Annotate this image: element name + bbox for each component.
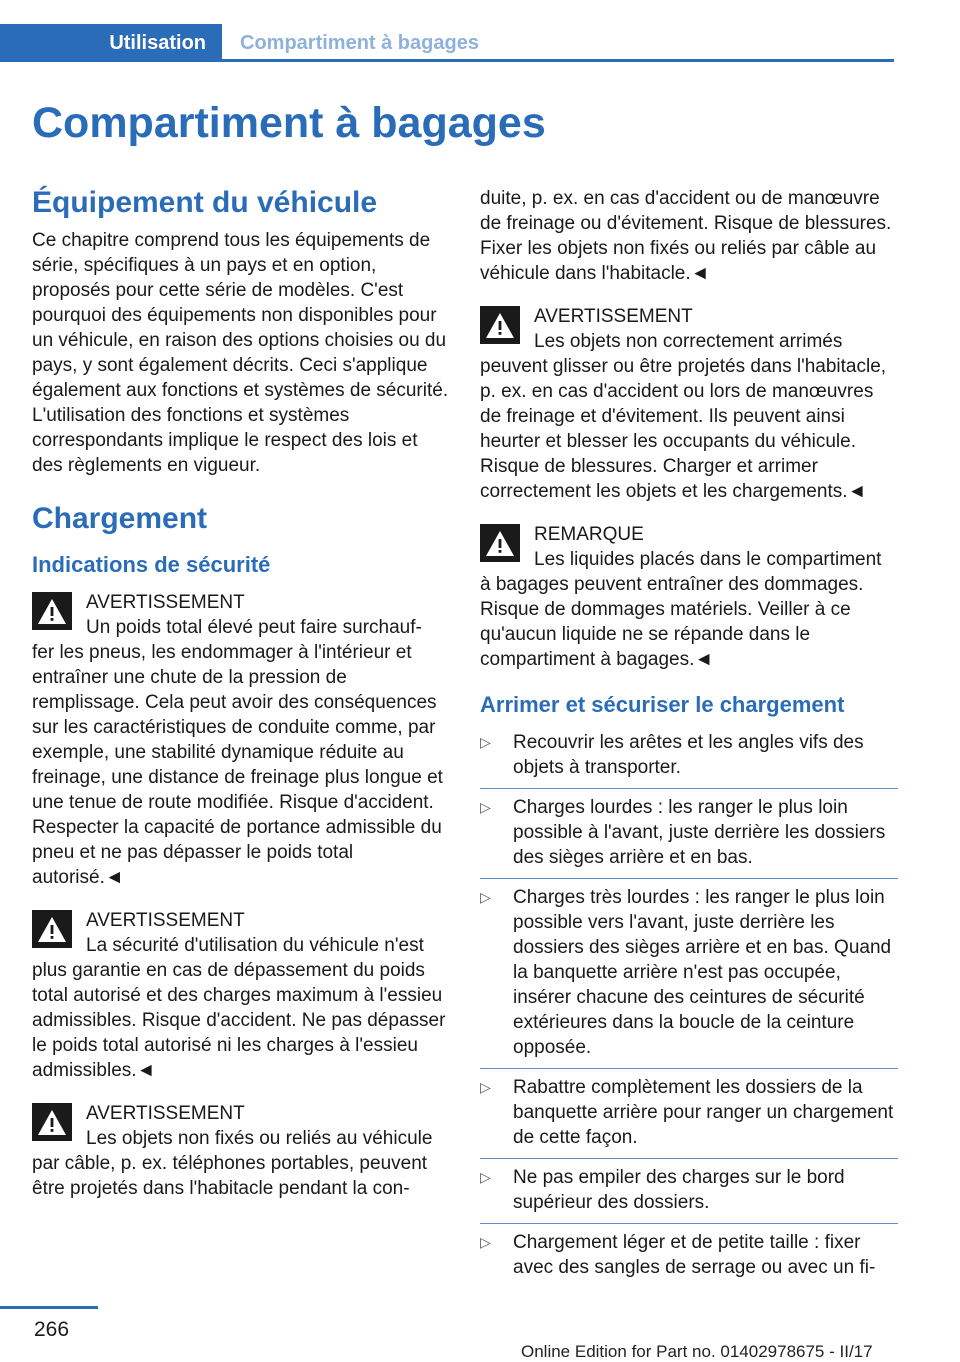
right-column [480, 186, 898, 1280]
header-rule [222, 59, 894, 62]
triangle-bullet-icon: ▷ [480, 1079, 491, 1095]
heading-arrimer: Arrimer et sécuriser le chargement [480, 692, 845, 717]
list-item: ▷ Chargement léger et de petite taille : fixer avec des sangles de serrage ou avec un fi- [480, 1223, 898, 1280]
note-lead: Les liquides placés dans le compartiment [534, 549, 882, 570]
instruction-list [480, 730, 898, 1280]
warning-text: plus garantie en cas de dépassement du poids total autorisé et des charges maximum à l'essieu admissibles. Risque d'accident. Ne pas dépasser le poids total autorisé ni les charges à l'essieu admissibles.◄ [32, 960, 446, 1081]
warning-block [32, 590, 450, 890]
page-number: 266 [34, 1318, 70, 1341]
warning-lead: Les objets non fixés ou reliés au véhicule [86, 1128, 433, 1149]
warning-lead: Un poids total élevé peut faire surchauf- [86, 617, 422, 638]
equipement-body: Ce chapitre comprend tous les équipements de série, spécifiques à un pays et en option, proposés pour cette série de modèles. C'est pourquoi des équipements non disponibles pour un véhicule, en raison des options choisies ou du pays, y sont également décrits. Ceci s'applique également aux fonctions et systèmes de sécurité. L'utilisation des fonctions et systèmes correspondants implique le respect des lois et des règlements en vigueur. [32, 230, 449, 476]
triangle-bullet-icon: ▷ [480, 799, 491, 815]
warning-block [32, 908, 450, 1083]
list-item: ▷ Charges très lourdes : les ranger le plus loin possible vers l'avant, juste derrière les dossiers des sièges arrière et en bas. Quand la banquette arrière n'est pas occupée, insérer chacune des ceintures de sécurité extérieures dans la boucle de la ceinture opposée. [480, 878, 898, 1060]
warning-label: AVERTISSEMENT [86, 592, 245, 613]
triangle-bullet-icon: ▷ [480, 1169, 491, 1185]
heading-equipement: Équipement du véhicule [32, 186, 378, 219]
warning-text: par câble, p. ex. téléphones portables, peuvent être projetés dans l'habitacle pendant la con- [32, 1153, 428, 1199]
warning-triangle-icon [32, 910, 72, 948]
list-item: ▷ Ne pas empiler des charges sur le bord supérieur des dossiers. [480, 1158, 898, 1215]
page-title: Compartiment à bagages [32, 99, 546, 147]
tab-compartiment[interactable]: Compartiment à bagages [240, 32, 479, 54]
warning-block [32, 1101, 450, 1201]
footer-rule [0, 1306, 98, 1309]
warning-text: fer les pneus, les endommager à l'intérieur et entraîner une chute de la pression de remplissage. Cela peut avoir des conséquences sur les caractéristiques de conduite comme, par exemple, une stabilité dynamique réduite au freinage, une distance de freinage plus longue et une tenue de route modifiée. Risque d'accident. Respecter la capacité de portance admissible du pneu et ne pas dépasser le poids total autorisé.◄ [32, 642, 443, 888]
warning-triangle-icon [480, 306, 520, 344]
header-tabs [0, 24, 894, 62]
left-column [32, 184, 450, 1219]
warning-label: AVERTISSEMENT [86, 1103, 245, 1124]
list-item: ▷ Charges lourdes : les ranger le plus loin possible à l'avant, juste derrière les dossiers des sièges arrière et en bas. [480, 788, 898, 870]
warning-text: peuvent glisser ou être projetés dans l'habitacle, p. ex. en cas d'accident ou lors de manœuvres de freinage et d'évitement. Ils peuvent ainsi heurter et blesser les occupants du véhicule. Risque de blessures. Charger et arrimer correctement les objets et les chargements.◄ [480, 356, 887, 502]
warning-lead: Les objets non correctement arrimés [534, 331, 843, 352]
list-item: ▷ Recouvrir les arêtes et les angles vifs des objets à transporter. [480, 732, 864, 778]
warning-block [480, 304, 898, 504]
heading-chargement: Chargement [32, 502, 208, 535]
note-label: REMARQUE [534, 524, 644, 545]
warning-lead: La sécurité d'utilisation du véhicule n'est [86, 935, 424, 956]
warning-label: AVERTISSEMENT [86, 910, 245, 931]
tab-utilisation[interactable]: Utilisation [0, 24, 222, 62]
heading-indications: Indications de sécurité [32, 552, 271, 577]
warning-continuation: duite, p. ex. en cas d'accident ou de manœuvre de freinage ou d'évitement. Risque de blessures. Fixer les objets non fixés ou reliés par câble au véhicule dans l'habitacle.◄ [480, 188, 892, 284]
triangle-bullet-icon: ▷ [480, 734, 491, 750]
note-text: à bagages peuvent entraîner des dommages. Risque de dommages matériels. Veiller à ce qu'aucun liquide ne se répande dans le compartiment à bagages.◄ [480, 574, 864, 670]
triangle-bullet-icon: ▷ [480, 1234, 491, 1250]
warning-triangle-icon [32, 592, 72, 630]
note-block [480, 522, 898, 672]
warning-triangle-icon [480, 524, 520, 562]
warning-label: AVERTISSEMENT [534, 306, 693, 327]
edition-note: Online Edition for Part no. 01402978675 - II/17 [521, 1342, 873, 1361]
warning-triangle-icon [32, 1103, 72, 1141]
triangle-bullet-icon: ▷ [480, 889, 491, 905]
list-item: ▷ Rabattre complètement les dossiers de la banquette arrière pour ranger un chargement de cette façon. [480, 1068, 898, 1150]
